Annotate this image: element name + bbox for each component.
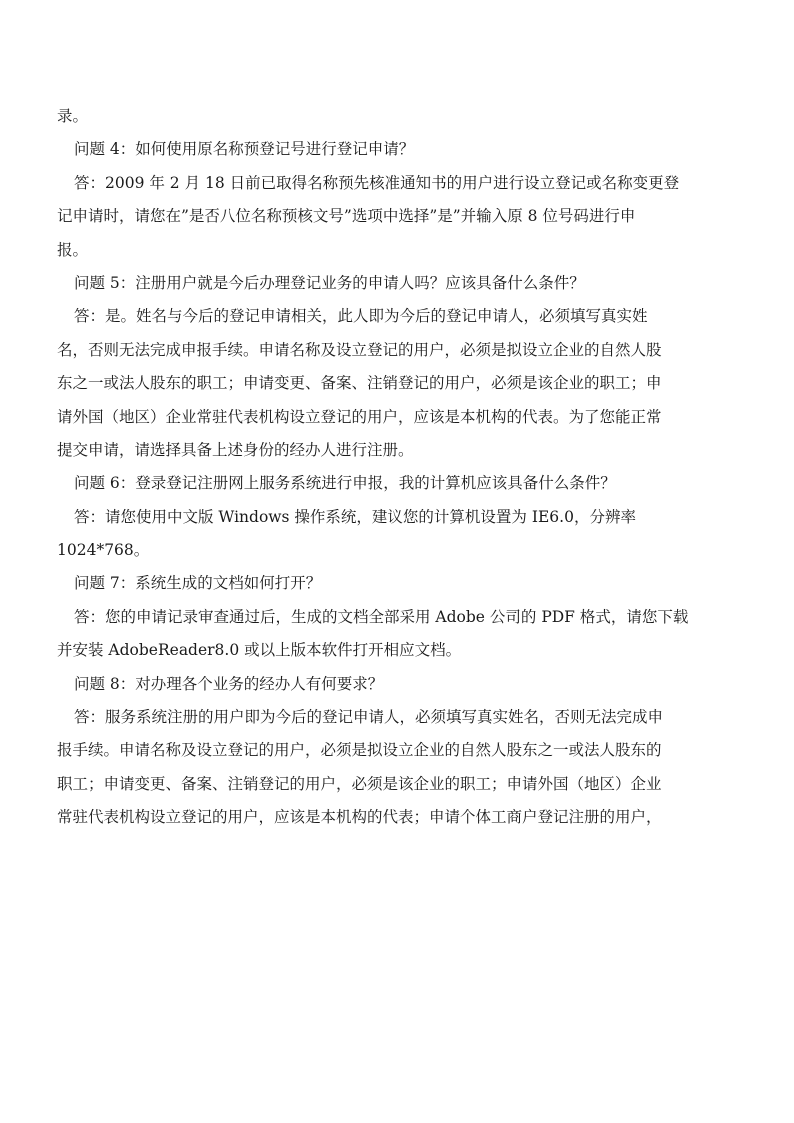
text-line: 报手续。申请名称及设立登记的用户，必须是拟设立企业的自然人股东之一或法人股东的 — [57, 741, 662, 760]
answer-line: 答：是。姓名与今后的登记申请相关，此人即为今后的登记申请人，必须填写真实姓 — [74, 307, 648, 326]
answer-line: 答：服务系统注册的用户即为今后的登记申请人，必须填写真实姓名，否则无法完成申 — [74, 708, 664, 727]
text-line: 东之一或法人股东的职工；申请变更、备案、注销登记的用户，必须是该企业的职工；申 — [57, 374, 662, 393]
answer-line: 答：2009 年 2 月 18 日前已取得名称预先核准通知书的用户进行设立登记或名称变更登 — [74, 173, 680, 192]
text-line: 名，否则无法完成申报手续。申请名称及设立登记的用户，必须是拟设立企业的自然人股 — [57, 340, 662, 359]
text-line: 报。 — [57, 240, 89, 259]
question-heading: 问题 8：对办理各个业务的经办人有何要求？ — [74, 674, 384, 693]
text-line: 并安装 AdobeReader8.0 或以上版本软件打开相应文档。 — [57, 641, 462, 660]
question-heading: 问题 4：如何使用原名称预登记号进行登记申请？ — [74, 140, 415, 159]
question-heading: 问题 6：登录登记注册网上服务系统进行申报，我的计算机应该具备什么条件？ — [74, 474, 616, 493]
answer-line: 答：请您使用中文版 Windows 操作系统，建议您的计算机设置为 IE6.0，分辨率 — [74, 507, 636, 526]
answer-line: 答：您的申请记录审查通过后，生成的文档全部采用 Adobe 公司的 PDF 格式，请您下载 — [74, 607, 689, 626]
text-line: 记申请时，请您在”是否八位名称预核文号”选项中选择”是”并输入原 8 位号码进行申 — [57, 207, 636, 226]
text-line: 提交申请，请选择具备上述身份的经办人进行注册。 — [57, 440, 414, 459]
document-body — [57, 100, 733, 835]
text-line: 职工；申请变更、备案、注销登记的用户，必须是该企业的职工；申请外国（地区）企业 — [57, 774, 662, 793]
text-line: 常驻代表机构设立登记的用户，应该是本机构的代表；申请个体工商户登记注册的用户， — [57, 808, 662, 827]
text-line: 录。 — [57, 107, 89, 125]
text-line: 1024*768。 — [57, 541, 150, 560]
question-heading: 问题 7：系统生成的文档如何打开？ — [74, 574, 322, 593]
question-heading: 问题 5：注册用户就是今后办理登记业务的申请人吗？应该具备什么条件？ — [74, 273, 585, 292]
text-line: 请外国（地区）企业常驻代表机构设立登记的用户，应该是本机构的代表。为了您能正常 — [57, 407, 662, 426]
